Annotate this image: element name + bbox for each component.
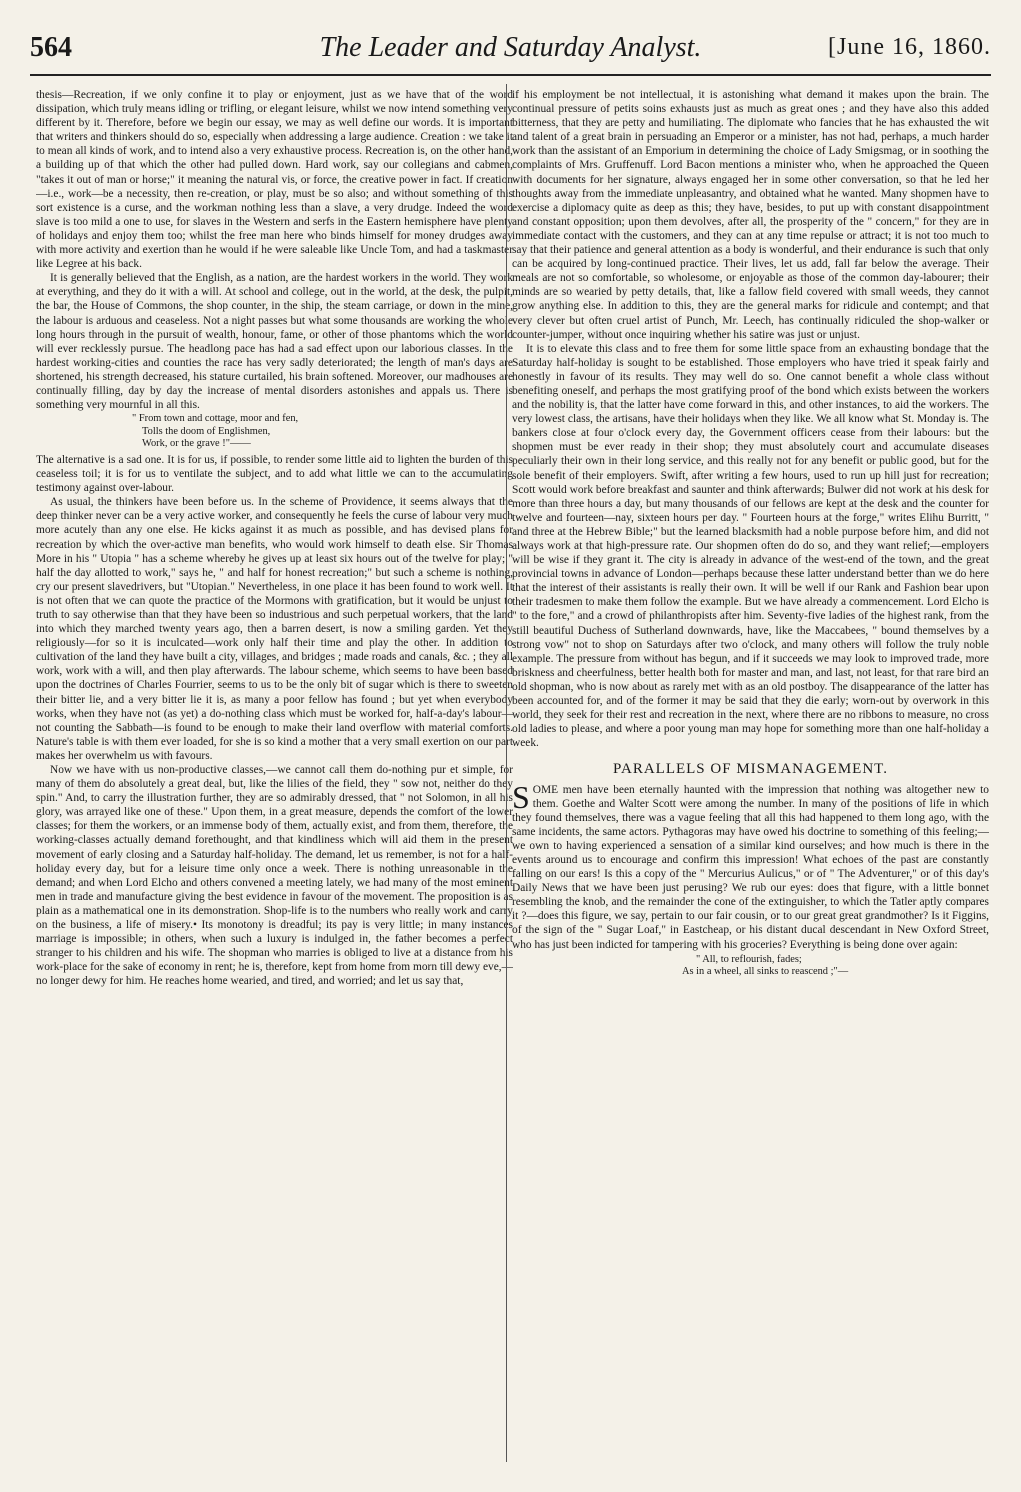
verse-quote (132, 413, 513, 451)
paragraph: It is generally believed that the English, as a nation, are the hardest workers in the world. They work at everything, and they do it with a will. At school and college, out in the world, at the desk, the pulpit, the bar, the House of Commons, the shop counter, in the ship, the steam carriage, or down in the mine, the labour is arduous and ceaseless. Not a night passes but what some thousands are working the whole long hours through in the pursuit of wealth, honour, fame, or other of those phantoms which the world will ever recklessly pursue. The headlong pace has had a sad effect upon our laborious classes. In the hardest working-cities and counties the race has very sadly deteriorated; the length of man's days are shortened, his strength decreased, his stature curtailed, his brain softened. Moreover, our madhouses are continually filling, day by day the increase of mental disorders astonishes and appals us. There is something very mournful in all this. (36, 272, 513, 412)
verse-line: Work, or the grave !"—— (142, 438, 251, 450)
issue-date: [June 16, 1860. (828, 34, 991, 60)
paragraph: The alternative is a sad one. It is for us, if possible, to render some little aid to lighten the burden of this ceaseless toil; it is for us to ventilate the subject, and to add what little we can to the accumulating testimony against over-labour. (36, 453, 513, 495)
paragraph (512, 778, 989, 952)
page-header (30, 28, 991, 72)
page-number: 564 (30, 32, 72, 63)
verse-line: " All, to reflourish, fades; (696, 953, 802, 965)
verse-line: " From town and cottage, moor and fen, (132, 413, 299, 425)
paragraph: thesis—Recreation, if we only confine it to play or enjoyment, just as we have that of the word dissipation, which truly means idling or trifling, or elegant leisure, whilst we now intend something very different by it. Therefore, before we begin our essay, we may as well define our words. It is important that writers and thinkers should do so, especially when addressing a large audience. Creation : we take it to mean all kinds of work, and to intend also a very exhaustive process. Recreation is, on the other hand, a building up of that which the other had pulled down. Hard work, say our collegians and cabmen, "takes it out of man or horse;" it meaning the natural vis, or force, the creative power in fact. If creation—i.e., work—be a necessity, then re-creation, or play, must be so also; and without something of this sort existence is a curse, and the workman nothing less than a slave, a very drudge. Indeed the word slave is too mild a one to use, for slaves in the Western and serfs in the Eastern hemisphere have plenty of holidays and enjoy them too; whilst the free man here who binds himself for money drudges away with more activity and exertion than he would if he were saleable like Uncle Tom, and had a taskmaster like Legree at his back. (36, 89, 513, 271)
column-divider (506, 84, 507, 1462)
verse-line: As in a wheel, all sinks to reascend ;"— (682, 966, 849, 978)
paragraph: Now we have with us non-productive classes,—we cannot call them do-nothing pur et simple, for many of them do absolutely a great deal, but, like the lilies of the field, they " sow not, neither do they spin." And, to carry the illustration further, they are so admirably dressed, that " not Solomon, in all his glory, was arrayed like one of these." Upon them, in a great measure, depends the comfort of the lower classes; for them the workers, or an immense body of them, actually exist, and from them, therefore, the working-classes actually demand forethought, and that kindliness which will aid them in the present movement of early closing and a Saturday half-holiday. The demand, let us remember, is not for a half-holiday every day, but for a leisure time only once a week. There is nothing unreasonable in the demand; and when Lord Elcho and others convened a meeting lately, we had many of the most eminent men in trade and manufacture giving the best evidence in favour of the movement. The proposition is as plain as a mathematical one in its demonstration. Shop-life is to the numbers who really work and carry on the business, a life of misery.• Its monotony is dreadful; its pay is very little; in many instances marriage is impossible; in others, when such a luxury is indulged in, the father becomes a perfect stranger to his children and his wife. The shopman who marries is obliged to live at a distance from his work-place for the sake of economy in rent; he is, therefore, kept from home from morn till dewy eve,—no longer dewy for him. He reaches home wearied, and tired, and worried; and let us say that, (36, 764, 513, 988)
left-column (36, 88, 513, 1463)
paragraph: It is to elevate this class and to free them for some little space from an exhausting bondage that the Saturday half-holiday is sought to be established. Those employers who have tried it speak fairly and honestly in favour of its results. They may well do so. One cannot benefit a whole class without benefiting oneself, and perhaps the most gratifying proof of the bond which exists between the workers and the nobility is, that the latter have come forward in this, and other instances, to aid the workers. The very lowest class, the artisans, have their holidays when they like. We all know what St. Monday is. The bankers close at four o'clock every day, the Government officers cease from their labours: but the shopmen must be ever ready in their shop; they must absolutely court and accumulate diseases peculiarly their own in their long service, and this really not for any benefit or public good, but for the sole benefit of their employers. Swift, after writing a few hours, used to run up hill just for recreation; Scott would work before breakfast and saunter and think afterwards; Bulwer did not work at his desk for more than three hours a day, but many thousands of our fellows are kept at the desk and the counter for twelve and fourteen—nay, sixteen hours per day. " Fourteen hours at the forge," writes Elihu Burritt, " and three at the Hebrew Bible;" but the learned blacksmith had a noble purpose before him, and did not always work at that high-pressure rate. Our shopmen often do do so, and they want relief;—employers will be wise if they grant it. The city is already in advance of the west-end of the town, and the great provincial towns in advance of London—perhaps because these latter understand better than we do here that the interest of their assistants is really their own. It will be well if our Rank and Fashion bear upon their tradesmen to make them follow the example. But we have already a commencement. Lord Elcho is " to the fore," and a crowd of philanthropists after him. Seventy-five ladies of the highest rank, from the still beautiful Duchess of Sutherland downwards, have, like the Maccabees, " bound themselves by a strong vow" not to shop on Saturdays after two o'clock, and many others will follow the truly noble example. The pressure from without has begun, and if it succeeds we may look to improved trade, more briskness and cheerfulness, better health both for master and man, and last, not least, for that rare bird an old shopman, who is now about as rarely met with as an old postboy. The disappearance of the latter has been accounted for, and of the former it may be said that they die early; worn-out by overwork in this world, they seek for their rest and recreation in the next, where there are no ribbons to measure, no cross old ladies to please, and where a poor young man may hope for something more than one half-holiday a week. (512, 342, 989, 750)
verse-line: Tolls the doom of Englishmen, (142, 425, 271, 437)
paragraph: if his employment be not intellectual, it is astonishing what demand it makes upon the brain. The continual pressure of petits soins exhausts just as much as great ones ; and they have also this added bitterness, that they are petty and humiliating. The diplomate who fancies that he has exhausted the wit and talent of a great brain in persuading an Emperor or a minister, has not had, perhaps, a much harder work than the assistant of an Emporium in determining the choice of Lady Smigsmag, or in soothing the complaints of Mrs. Gruffenuff. Lord Bacon mentions a minister who, when he approached the Queen with documents for her signature, always engaged her in some other conversation, so that he led her thoughts away from the immediate unpleasantry, and obtained what he wanted. Many shopmen have to exercise a diplomacy quite as deep as this; they have, besides, to put up with constant disappointment and constant opposition; upon them devolves, after all, the prosperity of the " concern," for they are in immediate contact with the customers, and they can at any time repulse or attract; it is not too much to say that their patience and general attention as a body is wonderful, and their endurance is such that only can be acquired by long-continued practice. Their lives, let us add, fall far below the average. Their meals are not so comfortable, so wholesome, or enjoyable as those of the common day-labourer; their minds are so wearied by petty details, that, like a fallow field covered with small weeds, they cannot grow anything else. In addition to this, they are the general marks for ridicule and contempt; and that very clever but often cruel artist of Punch, Mr. Leech, has continually ridiculed the shop-walker or counter-jumper, without once inquiring whether his satire was just or unjust. (512, 89, 989, 341)
section-heading: PARALLELS OF MISMANAGEMENT. (613, 761, 888, 778)
publication-title: The Leader and Saturday Analyst. (319, 32, 702, 63)
paragraph-text: OME men have been eternally haunted with the impression that nothing was altogether new to them. Goethe and Walter Scott were among the number. In many of the positions of life in which they found themselves, there was a vague feeling that all this had happened to them long ago, with the same incidents, the same actors. Pythagoras may have owed his doctrine to something of this feeling;—we own to having experienced a sensation of a similar kind ourselves; and how much is there in the events around us to encourage and confirm this impression! What echoes of the past are constantly falling on our ears! Is this a copy of the " Mercurius Aulicus," or of " The Adventurer," or of this day's Daily News that we have been just perusing? We rub our eyes: does that figure, with a little bonnet resembling the knob, and the remainder the cone of the extinguisher, to which the Tatler aptly compares it ?—does this figure, we say, pertain to our fair cousin, or to our great great grandmother? Is it Figgins, of the sign of the " Sugar Loaf," in Eastcheap, or his distant ducal descendant in New Oxford Street, who has just been indicted for tampering with his groceries? Everything is being done over again: (512, 783, 989, 951)
header-rule (30, 74, 991, 76)
paragraph: As usual, the thinkers have been before us. In the scheme of Providence, it seems always that the deep thinker never can be a very active worker, and consequently he feels the curse of labour very much more acutely than any one else. He kicks against it as much as possible, and has devised plans for recreation by which the over-active man benefits, who would work himself to death else. Sir Thomas More in his " Utopia " has a scheme whereby he gives up at least six hours out of the twelve for play; " half the day allotted to work," says he, " and half for honest recreation;" but such a scheme is nothing, cry our present slavedrivers, but "Utopian." Nevertheless, in one place it has been found to work well. It is not often that we can quote the practice of the Mormons with gratification, but it would be unjust to truth to say otherwise than that they have been so industrious and such perpetual workers, that the land into which they marched twenty years ago, then a barren desert, is now a smiling garden. Yet they religiously—for so it is inculcated—work only half their time and play the other. In addition to cultivation of the land they have built a city, villages, and bridges ; made roads and canals, &c. ; they all work, work with a will, and then play afterwards. The labour scheme, which seems to have been based upon the doctrines of Charles Fourrier, seems to us to be the only bit of sugar which is there to sweeten their bitter lie, and a very bitter lie it is, as many a poor fellow has found ; but yet when everybody works, when they have not (as yet) a do-nothing class which must be worked for, half-a-day's labour—not counting the Sabbath—is found to be enough to make their land overflow with material comforts. Nature's table is with them ever loaded, for she is so kind a mother that a very small exertion on our part makes her overwhelm us with favours. (36, 496, 513, 762)
drop-cap: S (512, 778, 530, 815)
closing-verse (682, 954, 989, 979)
right-column (512, 88, 989, 1463)
